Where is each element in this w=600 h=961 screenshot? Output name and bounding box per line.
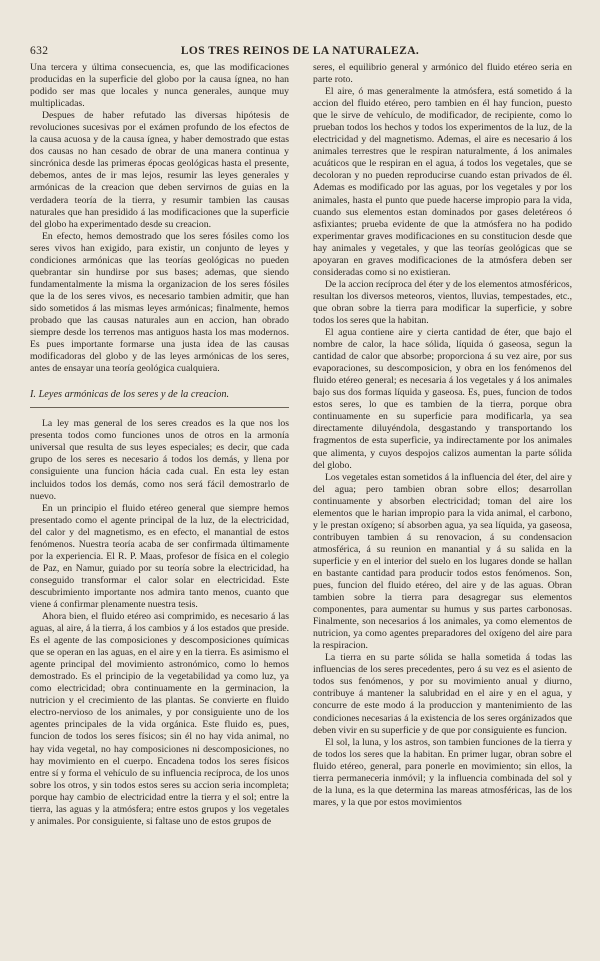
page-header [30, 45, 570, 59]
paragraph: Los vegetales estan sometidos á la influencia del éter, del aire y del agua; pero tambien obran sobre ellos; desarrollan continuamente y absorben electricidad; toman del aire los elementos que le harian impropio para la vida animal, el carbono, y le prestan oxígeno; sí absorben agua, ya sea líquida, ya gaseosa, contribuyen tambien á su renovacion, á su condensacion atmosférica, á su reunion en manantial y á su salida en la superficie y en el interior del suelo en los lugares donde se hallan en bastante cantidad para producir todos estos fenómenos. Son, pues, funcion del fluido etéreo, del aire y de las aguas. Obran tambien sobre la tierra para desagregar sus elementos componentes, para aumentar su humus y sus partes carbonosas. Finalmente, son necesarios á los animales, ya como elementos de nutricion, ya como agentes preparadores del oxígeno del aire para la respiracion. [313, 471, 572, 652]
paragraph: De la accion recíproca del éter y de los elementos atmosféricos, resultan los diversos meteoros, vientos, lluvias, tempestades, etc., que obran sobre la tierra para modificar la superficie, y sobre todos los seres que la habitan. [313, 278, 572, 326]
paragraph: En efecto, hemos demostrado que los seres fósiles como los seres vivos han exigido, para existir, un conjunto de leyes y condiciones armónicas que las teorías geológicas no pueden quebrantar sin hundirse por sus bases; ademas, que siendo fundamentalmente la misma la organizacion de los seres fósiles que la de los seres vivos, es necesario tambien admitir, que han sido sometidos á las mismas leyes armónicas; finalmente, hemos probado que las causas naturales aun en accion, han obrado siempre desde los terrenos mas antiguos hasta los mas modernos. Es pues importante formarse una justa idea de las causas modificadoras del globo y de las leyes armónicas de los seres, antes de ensayar una teoría geológica cualquiera. [30, 230, 289, 375]
paragraph: seres, el equilibrio general y armónico del fluido etéreo seria en parte roto. [313, 62, 572, 86]
paragraph: Una tercera y última consecuencia, es, que las modificaciones producidas en la superficie del globo por la causa ígnea, no han podido ser mas que locales y nunca generales, aunque muy multiplicadas. [30, 62, 289, 110]
running-title: LOS TRES REINOS DE LA NATURALEZA. [180, 45, 420, 57]
paragraph: La ley mas general de los seres creados es la que nos los presenta todos como funciones unos de otros en la armonía universal que resulta de sus leyes especiales; es decir, que cada grupo de los seres es necesario á todos los demás, y llena por consiguiente una funcion hácia cada cual. En esta ley estan incluidos todos los demás, como nos será fácil demostrarlo de nuevo. [30, 418, 289, 502]
section-heading-text: I. Leyes armónicas de los seres y de la creacion. [30, 389, 230, 401]
left-column [30, 62, 289, 828]
heading-rule [30, 407, 289, 408]
paragraph: El agua contiene aire y cierta cantidad de éter, que bajo el nombre de calor, la hace sólida, líquida ó gaseosa, segun la cantidad de calor que absorbe; proporciona á su vez aire, por sus evaporaciones, su descomposicion, y obra en los fenómenos del fluido etéreo general; es necesaria á los vegetales y á los animales bajo sus dos formas líquida y gaseosa. Es, pues, funcion de todos estos seres, lo que es tambien de la tierra, porque obra continuamente en su superficie para modificarla, ya sea directamente diluyéndola, desgastando y transportando los fragmentos de esta superficie, ya indirectamente por los animales que alimenta, y cuyos despojos calizos aumentan la parte sólida del globo. [313, 327, 572, 471]
paragraph: En un principio el fluido etéreo general que siempre hemos presentado como el agente principal de la luz, de la electricidad, del calor y del magnetismo, es en efecto, el manantial de estos fenómenos. Nuestra teoría acaba de ser confirmada últimamente por la experiencia. El R. P. Maas, profesor de física en el colegio de Paz, en Namur, guiado por su teoría sobre la electricidad, ha conseguido transformar el calor solar en electricidad. Este descubrimiento importante nos admira tanto menos, cuanto que viene á confirmar plenamente nuestra tesis. [30, 502, 289, 610]
paragraph: Ahora bien, el fluido etéreo asi comprimido, es necesario á las aguas, al aire, á la tierra, á los cambios y á los estados que preside. Es el agente de las composiciones y descomposiciones químicas que se operan en las aguas, en el aire y en la tierra. Es asimismo el agente principal del movimiento astronómico, como lo hemos demostrado. Es el principio de la vegetabilidad ya como luz, ya como electricidad; obra continuamente en la germinacion, la nutricion y el crecimiento de las plantas. Se convierte en fluido electro-nervioso de los animales, y por consiguiente uno de los agentes principales de la vida orgánica. Este fluido es, pues, funcion de todos los seres físicos; sin él no hay vida animal, no hay vida vegetal, no hay composiciones ni descomposiciones, no hay movimiento en el cuerpo. Encadena todos los seres físicos entre sí y forma el vehículo de su influencia recíproca, de los unos sobre los otros, y sin todos estos seres su accion seria incompleta; porque hay cambio de electricidad entre la tierra y el sol; entre la tierra, las aguas y la atmósfera; entre estos grupos y los vegetales y animales. Por consiguiente, si faltase uno de estos grupos de [30, 611, 289, 827]
paragraph: El aire, ó mas generalmente la atmósfera, está sometido á la accion del fluido etéreo, pero tambien en él hay funcion, puesto que le sirve de vehículo, de modificador, de recipiente, como lo prueban todos los hechos y todos los experimentos de la luz, de la electricidad y del magnetismo. Ademas, el aire es necesario á los animales terrestres que le respiran naturalmente, á los animales acuáticos que le respiran en el agua, á todos los vegetales, que se decoloran y no pueden reproducirse cuando estan privados de él. Ademas es modificado por las aguas, por los vegetales y por los animales, hasta el punto que puede hacerse impropio para la vida, cuando sus elementos estan dominados por gases deletéreos ó asfixiantes; prueba evidente de que la atmósfera no ha podido experimentar graves modificaciones en su constitucion desde que hay animales y vegetales, y que las teorías geológicas que se apoyaran en graves modificaciones de la atmósfera deben ser consideradas como si no existieran. [313, 86, 572, 278]
right-column [313, 62, 572, 809]
section-heading [30, 389, 289, 408]
paragraph: Despues de haber refutado las diversas hipótesis de revoluciones sucesivas por el exámen profundo de los efectos de la causa acuosa y de la causa ígnea, y haber demostrado que estas dos causas no han cesado de obrar de una manera continua y sincrónica desde las primeras épocas geológicas hasta el presente, debemos, antes de ir mas lejos, resumir las leyes generales y armónicas de la creacion que deben servirnos de guias en la verdadera teoría de la tierra, y resumir tambien las causas naturales que han presidido á las modificaciones que la superficie del globo ha experimentado desde su creacion. [30, 110, 289, 230]
page-number: 632 [30, 45, 49, 57]
paragraph: La tierra en su parte sólida se halla sometida á todas las influencias de los seres precedentes, pero á su vez es el asiento de todos sus fenómenos, y por su movimiento anual y diurno, contribuye á mantener la salubridad en el aire y en el agua, y concurre de este modo á la produccion y mantenimiento de las condiciones necesarias á la existencia de los seres orgánizados que deben vivir en su superficie y de que por consiguiente es funcion. [313, 652, 572, 736]
paragraph: El sol, la luna, y los astros, son tambien funciones de la tierra y de todos los seres que la habitan. En primer lugar, obran sobre el fluido etéreo, general, para ponerle en movimiento; sin ellos, la tierra permaneceria inmóvil; y la influencia combinada del sol y de la luna, es la que determina las mareas atmosféricas, las de los mares, y la que por estos movimientos [313, 736, 572, 808]
